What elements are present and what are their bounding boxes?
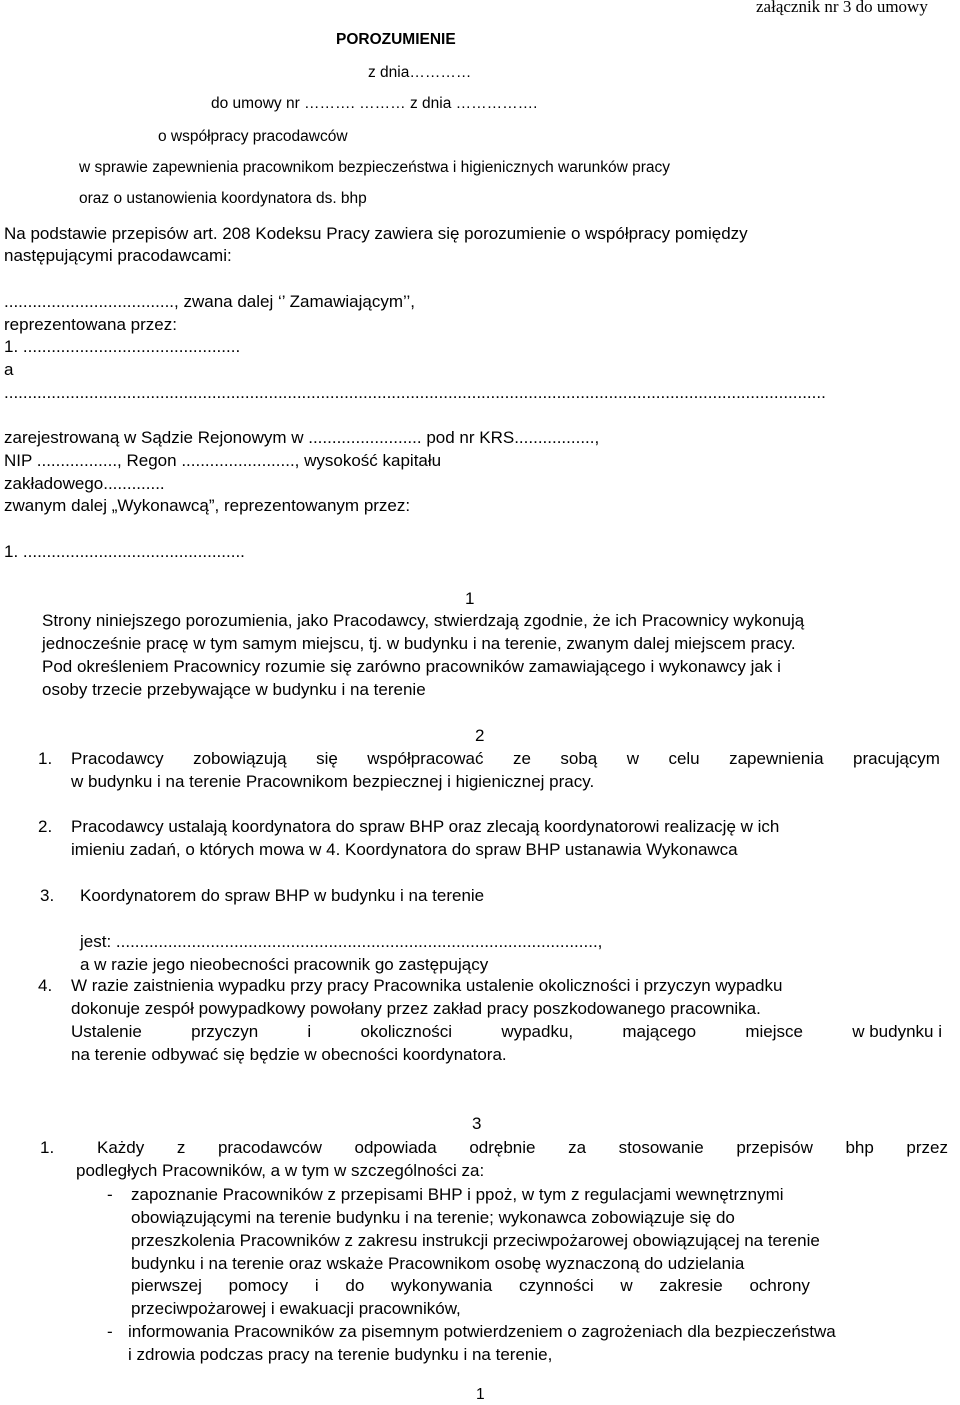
word: okoliczności	[360, 1022, 453, 1041]
section-2-item-1-line-1	[71, 749, 940, 769]
party-contractor-represented: zwanym dalej „Wykonawcą”, reprezentowanym przez:	[4, 496, 411, 515]
section-1-line-2: jednocześnie pracę w tym samym miejscu, tj. w budynku i na terenie, zwanym dalej miejscem pracy.	[42, 634, 796, 653]
word: współpracować	[367, 749, 484, 768]
section-3-bullet-2-dash: -	[107, 1322, 113, 1341]
section-1-line-4: osoby trzecie przebywające w budynku i na terenie	[42, 680, 426, 699]
section-3-bullet-1-line-4: budynku i na terenie oraz wskaże Pracownikom osobę wyznaczoną do udzielania	[131, 1254, 745, 1273]
word: w	[626, 749, 639, 768]
section-3-number: 3	[472, 1114, 482, 1133]
section-3-bullet-1-line-2: obowiązującymi na terenie budynku i na terenie; wykonawca zobowiązuje się do	[131, 1208, 735, 1227]
section-2-item-4-line-4: na terenie odbywać się będzie w obecności koordynatora.	[71, 1045, 507, 1064]
intro-line-2: następującymi pracodawcami:	[4, 246, 232, 265]
word: się	[316, 749, 338, 768]
party-client-line: ...................................., zwana dalej ‘’ Zamawiającym’’,	[4, 292, 415, 311]
word: i	[307, 1022, 312, 1041]
section-3-bullet-1-line-3: przeszkolenia Pracowników z zakresu instrukcji przeciwpożarowej obowiązującej na terenie	[131, 1231, 820, 1250]
word: miejsce	[745, 1022, 803, 1041]
section-3-bullet-2-line-1: informowania Pracowników za pisemnym potwierdzeniem o zagrożeniach dla bezpieczeństwa	[128, 1322, 836, 1341]
section-2-item-4-line-2: dokonuje zespół powypadkowy powołany przez zakład pracy poszkodowanego pracownika.	[71, 999, 761, 1018]
section-3-bullet-1-line-5	[131, 1276, 810, 1296]
party-contractor-nip: NIP ................., Regon ........................, wysokość kapitału	[4, 451, 442, 470]
party-client-rep-1: 1. ..............................................	[4, 337, 241, 356]
word: ochrony	[749, 1276, 810, 1295]
party-client-represented: reprezentowana przez:	[4, 315, 177, 334]
word: pracującym	[853, 749, 940, 768]
word: zobowiązują	[193, 749, 287, 768]
date-line: z dnia…………	[368, 64, 472, 81]
section-2-item-4-number: 4.	[38, 976, 53, 995]
section-2-item-2-line-2: imieniu zadań, o których mowa w 4. Koordynatora do spraw BHP ustanawia Wykonawca	[71, 840, 738, 859]
contract-line: do umowy nr ………. ……… z dnia …………….	[211, 95, 538, 112]
document-title: POROZUMIENIE	[336, 31, 456, 48]
word: ze	[512, 749, 531, 768]
section-3-item-1-line-1	[97, 1138, 948, 1158]
section-3-item-1-line-2: podległych Pracowników, a w tym w szczególności za:	[76, 1161, 485, 1180]
word: wypadku,	[501, 1022, 574, 1041]
word: z	[176, 1138, 186, 1157]
word: zakresie	[659, 1276, 723, 1295]
word: wykonywania	[391, 1276, 493, 1295]
word: przyczyn	[191, 1022, 259, 1041]
section-2-item-4-line-3	[71, 1022, 942, 1042]
word: pomocy	[228, 1276, 289, 1295]
word: odrębnie	[469, 1138, 536, 1157]
section-2-item-3-line-1: Koordynatorem do spraw BHP w budynku i na terenie	[80, 886, 485, 905]
word: pracodawców	[217, 1138, 322, 1157]
word: czynności	[518, 1276, 594, 1295]
word: w	[620, 1276, 633, 1295]
word: w budynku i	[852, 1022, 942, 1041]
subtitle-cooperation: o współpracy pracodawców	[158, 128, 348, 145]
word: mającego	[622, 1022, 697, 1041]
section-2-item-1-number: 1.	[38, 749, 53, 768]
word: Każdy	[97, 1138, 145, 1157]
section-2-number: 2	[475, 726, 485, 745]
intro-line-1: Na podstawie przepisów art. 208 Kodeksu Pracy zawiera się porozumienie o współpracy pomiędzy	[4, 224, 748, 243]
section-1-line-1: Strony niniejszego porozumienia, jako Pracodawcy, stwierdzają zgodnie, że ich Pracownicy wykonują	[42, 611, 805, 630]
word: Ustalenie	[71, 1022, 142, 1041]
word: zapewnienia	[729, 749, 824, 768]
section-3-bullet-1-line-1: zapoznanie Pracowników z przepisami BHP i ppoż, w tym z regulacjami wewnętrznymi	[131, 1185, 784, 1204]
page-number: 1	[476, 1386, 485, 1403]
party-contractor-name-line: ..............................................................................................................................................................................	[4, 383, 826, 402]
section-3-bullet-1-dash: -	[107, 1185, 113, 1204]
subtitle-coordinator: oraz o ustanowienia koordynatora ds. bhp	[79, 190, 367, 207]
section-2-item-3-line-3: a w razie jego nieobecności pracownik go zastępujący	[80, 955, 489, 974]
section-2-item-2-line-1: Pracodawcy ustalają koordynatora do spraw BHP oraz zlecają koordynatorowi realizację w ich	[71, 817, 780, 836]
attachment-note: załącznik nr 3 do umowy	[756, 0, 928, 16]
party-contractor-rep-1: 1. ...............................................	[4, 542, 245, 561]
word: za	[568, 1138, 587, 1157]
word: przepisów	[736, 1138, 813, 1157]
party-contractor-capital: zakładowego.............	[4, 474, 165, 493]
section-3-bullet-1-line-6: przeciwpożarowej i ewakuacji pracowników,	[131, 1299, 461, 1318]
section-3-bullet-2-line-2: i zdrowia podczas pracy na terenie budynku i na terenie,	[128, 1345, 553, 1364]
word: sobą	[560, 749, 598, 768]
conjunction-a: a	[4, 360, 14, 379]
section-3-item-1-number: 1.	[40, 1138, 55, 1157]
section-2-item-3-number: 3.	[40, 886, 55, 905]
section-1-number: 1	[465, 589, 475, 608]
word: pierwszej	[131, 1276, 202, 1295]
section-2-item-3-line-2: jest: ......................................................................................................,	[80, 932, 603, 951]
subtitle-safety: w sprawie zapewnienia pracownikom bezpieczeństwa i higienicznych warunków pracy	[79, 159, 671, 176]
party-contractor-court: zarejestrowaną w Sądzie Rejonowym w ........................ pod nr KRS.................,	[4, 428, 600, 447]
section-2-item-4-line-1: W razie zaistnienia wypadku przy pracy Pracownika ustalenie okoliczności i przyczyn wypadku	[71, 976, 783, 995]
word: bhp	[845, 1138, 874, 1157]
section-2-item-1-line-2: w budynku i na terenie Pracownikom bezpiecznej i higienicznej pracy.	[71, 772, 595, 791]
word: przez	[906, 1138, 948, 1157]
word: i	[314, 1276, 319, 1295]
word: stosowanie	[618, 1138, 704, 1157]
section-2-item-2-number: 2.	[38, 817, 53, 836]
word: odpowiada	[354, 1138, 437, 1157]
word: Pracodawcy	[71, 749, 164, 768]
section-1-line-3: Pod określeniem Pracownicy rozumie się zarówno pracowników zamawiającego i wykonawcy jak i	[42, 657, 781, 676]
word: celu	[668, 749, 700, 768]
word: do	[345, 1276, 365, 1295]
